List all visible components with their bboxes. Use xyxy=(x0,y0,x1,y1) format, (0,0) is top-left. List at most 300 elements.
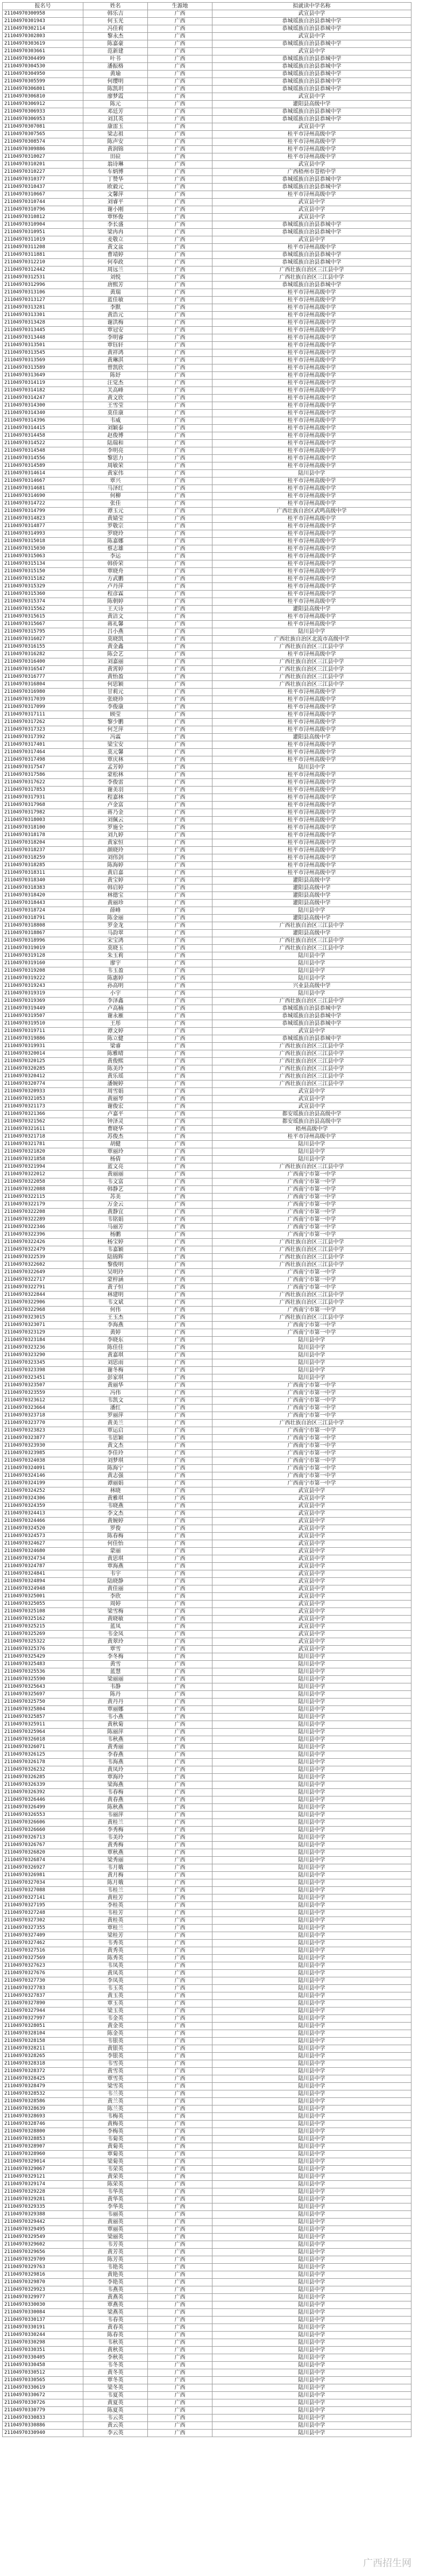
cell-source: 广西 xyxy=(148,236,212,244)
cell-id: 21104970326178 xyxy=(3,1759,83,1766)
cell-name: 韦静 xyxy=(83,1683,148,1691)
cell-source: 广西 xyxy=(148,809,212,817)
cell-source: 广西 xyxy=(148,824,212,832)
cell-name: 杨宝婷 xyxy=(83,1239,148,1246)
cell-school: 武宣县中学 xyxy=(212,1563,411,1570)
cell-name: 黄春燕 xyxy=(83,1796,148,1804)
table-row xyxy=(3,1849,411,1857)
cell-school: 桂平市浔州高级中学 xyxy=(212,432,411,440)
cell-school: 梧州高级中学 xyxy=(212,1126,411,1133)
cell-id: 21104970324252 xyxy=(3,1487,83,1495)
cell-source: 广西 xyxy=(148,1759,212,1766)
cell-name: 黄雪英 xyxy=(83,2068,148,2075)
cell-school: 桂平市浔州高级中学 xyxy=(212,372,411,380)
cell-source: 广西 xyxy=(148,1156,212,1163)
cell-id: 21104970323985 xyxy=(3,1450,83,1457)
table-row xyxy=(3,312,411,319)
cell-school: 陆川县中学 xyxy=(212,2339,411,2347)
cell-name: 黎少鹏 xyxy=(83,719,148,726)
cell-id: 21104970314522 xyxy=(3,440,83,447)
table-row xyxy=(3,2188,411,2196)
cell-name: 黄思琪 xyxy=(83,1555,148,1563)
cell-source: 广西 xyxy=(148,1126,212,1133)
table-row xyxy=(3,1698,411,1706)
table-row xyxy=(3,1043,411,1050)
table-row xyxy=(3,364,411,372)
cell-source: 广西 xyxy=(148,545,212,553)
cell-id: 21104970321858 xyxy=(3,1156,83,1163)
table-row xyxy=(3,342,411,349)
cell-id: 21104970314119 xyxy=(3,380,83,387)
cell-school: 武宣县中学 xyxy=(212,1103,411,1111)
cell-name: 卢金富 xyxy=(83,802,148,809)
cell-id: 21104970319208 xyxy=(3,967,83,975)
cell-source: 广西 xyxy=(148,1533,212,1540)
cell-id: 21104970326981 xyxy=(3,1872,83,1879)
cell-name: 韦玉盈 xyxy=(83,967,148,975)
cell-id: 21104970318178 xyxy=(3,832,83,839)
cell-school: 桂平市浔州高级中学 xyxy=(212,621,411,628)
cell-school: 广西壮族自治区三江县中学 xyxy=(212,274,411,282)
cell-name: 黄丽英 xyxy=(83,2219,148,2226)
cell-id: 21104970318237 xyxy=(3,847,83,854)
table-row xyxy=(3,1118,411,1126)
cell-name: 覃丽英 xyxy=(83,2226,148,2234)
cell-name: 黄桂英 xyxy=(83,1917,148,1925)
cell-id: 21104970326018 xyxy=(3,1736,83,1744)
table-row xyxy=(3,1412,411,1420)
cell-id: 21104970314681 xyxy=(3,485,83,493)
cell-school: 桂平市浔州高级中学 xyxy=(212,297,411,304)
cell-source: 广西 xyxy=(148,523,212,530)
cell-source: 广西 xyxy=(148,1073,212,1080)
cell-source: 广西 xyxy=(148,2241,212,2249)
cell-name: 韦雪英 xyxy=(83,2060,148,2068)
cell-name: 陈海宁 xyxy=(83,1465,148,1472)
cell-name: 韩乐吉 xyxy=(83,10,148,18)
cell-school: 陆川县中学 xyxy=(212,1759,411,1766)
cell-school: 陆川县中学 xyxy=(212,2279,411,2286)
cell-school: 陆川县中学 xyxy=(212,1925,411,1932)
cell-source: 广西 xyxy=(148,342,212,349)
cell-school: 广西壮族自治区武鸣高级中学 xyxy=(212,508,411,515)
cell-school: 陆川县中学 xyxy=(212,2347,411,2354)
cell-source: 广西 xyxy=(148,568,212,575)
cell-source: 广西 xyxy=(148,1510,212,1518)
cell-source: 广西 xyxy=(148,538,212,545)
cell-source: 广西 xyxy=(148,1683,212,1691)
cell-id: 21104970314415 xyxy=(3,425,83,432)
cell-name: 陈美玲 xyxy=(83,1065,148,1073)
cell-source: 广西 xyxy=(148,1834,212,1842)
cell-name: 韦思颖 xyxy=(83,1435,148,1442)
table-row xyxy=(3,1050,411,1058)
cell-name: 韦荣英 xyxy=(83,2166,148,2173)
cell-school: 陆川县中学 xyxy=(212,1744,411,1751)
cell-school: 桂平市浔州高级中学 xyxy=(212,726,411,734)
cell-name: 李长盛 xyxy=(83,221,148,229)
cell-school: 桂平市浔州高级中学 xyxy=(212,794,411,802)
cell-source: 广西 xyxy=(148,2219,212,2226)
table-row xyxy=(3,1503,411,1510)
cell-source: 广西 xyxy=(148,1638,212,1646)
cell-name: 颜晓玲 xyxy=(83,847,148,854)
cell-school: 陆川县中学 xyxy=(212,2377,411,2384)
table-row xyxy=(3,1917,411,1925)
table-row xyxy=(3,2211,411,2219)
cell-source: 广西 xyxy=(148,417,212,425)
cell-name: 黄凤英 xyxy=(83,1970,148,1977)
cell-name: 黄嘉琪 xyxy=(83,1352,148,1359)
cell-school: 桂平市浔州高级中学 xyxy=(212,304,411,312)
cell-source: 广西 xyxy=(148,2030,212,2038)
cell-source: 广西 xyxy=(148,229,212,236)
cell-source: 广西 xyxy=(148,885,212,892)
cell-school: 陆川县中学 xyxy=(212,2015,411,2023)
cell-name: 王玉杰 xyxy=(83,1314,148,1322)
cell-name: 李默 xyxy=(83,304,148,312)
cell-name: 麦敬立 xyxy=(83,236,148,244)
cell-name: 黄静宜 xyxy=(83,1209,148,1216)
cell-id: 21104970325964 xyxy=(3,1729,83,1736)
cell-source: 广西 xyxy=(148,1864,212,1872)
cell-source: 广西 xyxy=(148,455,212,462)
table-row xyxy=(3,410,411,417)
cell-id: 21104970326499 xyxy=(3,1804,83,1812)
cell-name: 冯霖 xyxy=(83,734,148,741)
table-row xyxy=(3,1955,411,1962)
table-row xyxy=(3,349,411,357)
cell-id: 21104970322426 xyxy=(3,1239,83,1246)
cell-id: 21104970325429 xyxy=(3,1653,83,1661)
cell-id: 21104970321366 xyxy=(3,1111,83,1118)
table-row xyxy=(3,1472,411,1480)
cell-name: 彭家琪 xyxy=(83,1374,148,1382)
cell-id: 21104970328051 xyxy=(3,2023,83,2030)
cell-source: 广西 xyxy=(148,1118,212,1126)
table-row xyxy=(3,2000,411,2008)
cell-source: 广西 xyxy=(148,1917,212,1925)
cell-id: 21104970322844 xyxy=(3,1291,83,1299)
table-row xyxy=(3,937,411,945)
cell-source: 广西 xyxy=(148,266,212,274)
cell-school: 桂平市浔州高级中学 xyxy=(212,138,411,146)
cell-source: 广西 xyxy=(148,462,212,470)
cell-name: 刘睿平 xyxy=(83,199,148,206)
cell-school: 灌阳县高级中学 xyxy=(212,885,411,892)
table-row xyxy=(3,2422,411,2430)
cell-id: 21104970314799 xyxy=(3,508,83,515)
cell-source: 广西 xyxy=(148,2399,212,2407)
cell-source: 广西 xyxy=(148,500,212,508)
cell-source: 广西 xyxy=(148,2075,212,2083)
table-row xyxy=(3,1465,411,1472)
cell-source: 广西 xyxy=(148,1977,212,1985)
table-row xyxy=(3,402,411,410)
cell-school: 广西壮族自治区三江县中学 xyxy=(212,1043,411,1050)
cell-source: 广西 xyxy=(148,2362,212,2369)
cell-name: 刘思雨 xyxy=(83,1359,148,1367)
cell-source: 广西 xyxy=(148,2271,212,2279)
cell-school: 武宣县中学 xyxy=(212,1525,411,1533)
table-row xyxy=(3,704,411,711)
cell-source: 广西 xyxy=(148,583,212,591)
cell-name: 黄俊熙 xyxy=(83,1058,148,1065)
cell-source: 广西 xyxy=(148,817,212,824)
cell-name: 蓝文亮 xyxy=(83,1163,148,1171)
table-row xyxy=(3,2241,411,2249)
cell-name: 陈兰英 xyxy=(83,2105,148,2113)
cell-school: 桂平市浔州高级中学 xyxy=(212,847,411,854)
cell-source: 广西 xyxy=(148,2430,212,2437)
cell-school: 广西壮族自治区三江县中学 xyxy=(212,1246,411,1254)
cell-name: 陈芳英 xyxy=(83,2256,148,2264)
cell-id: 21104970327302 xyxy=(3,1917,83,1925)
cell-source: 广西 xyxy=(148,2000,212,2008)
table-row xyxy=(3,1389,411,1397)
table-row xyxy=(3,2264,411,2271)
cell-id: 21104970314589 xyxy=(3,462,83,470)
cell-source: 广西 xyxy=(148,1103,212,1111)
cell-name: 罗俊 xyxy=(83,1525,148,1533)
table-row xyxy=(3,1601,411,1608)
cell-school: 陆川县中学 xyxy=(212,2332,411,2339)
table-row xyxy=(3,1352,411,1359)
cell-id: 21104970326820 xyxy=(3,1849,83,1857)
table-row xyxy=(3,1495,411,1503)
cell-school: 桂平市浔州高级中学 xyxy=(212,327,411,334)
cell-name: 万金云 xyxy=(83,1201,148,1209)
cell-source: 广西 xyxy=(148,1781,212,1789)
table-row xyxy=(3,2158,411,2166)
cell-id: 21104970329495 xyxy=(3,2226,83,2234)
cell-id: 21104970306912 xyxy=(3,101,83,108)
table-row xyxy=(3,907,411,915)
table-row xyxy=(3,1593,411,1601)
table-row xyxy=(3,2068,411,2075)
cell-source: 广西 xyxy=(148,1020,212,1028)
cell-name: 覃雪 xyxy=(83,1646,148,1653)
cell-school: 陆川县中学 xyxy=(212,1864,411,1872)
cell-source: 广西 xyxy=(148,530,212,538)
table-row xyxy=(3,1548,411,1555)
cell-id: 21104970313127 xyxy=(3,297,83,304)
table-row xyxy=(3,2030,411,2038)
column-header-name: 姓名 xyxy=(83,3,148,10)
cell-id: 21104970328586 xyxy=(3,2098,83,2105)
cell-source: 广西 xyxy=(148,327,212,334)
cell-name: 陈嘉娜 xyxy=(83,538,148,545)
cell-name: 李佳玲 xyxy=(83,1450,148,1457)
cell-name: 林德宝 xyxy=(83,892,148,900)
table-row xyxy=(3,116,411,123)
cell-school: 武宣县中学 xyxy=(212,236,411,244)
table-row xyxy=(3,2023,411,2030)
cell-source: 广西 xyxy=(148,794,212,802)
cell-name: 黎思力 xyxy=(83,455,148,462)
cell-source: 广西 xyxy=(148,1291,212,1299)
table-row xyxy=(3,2362,411,2369)
cell-source: 广西 xyxy=(148,2354,212,2362)
cell-school: 陆川县中学 xyxy=(212,907,411,915)
cell-source: 广西 xyxy=(148,575,212,583)
cell-source: 广西 xyxy=(148,1284,212,1291)
cell-school: 陆川县中学 xyxy=(212,2256,411,2264)
cell-id: 21104970330672 xyxy=(3,2392,83,2399)
cell-source: 广西 xyxy=(148,282,212,289)
cell-id: 21104970322539 xyxy=(3,1254,83,1261)
cell-id: 21104970328853 xyxy=(3,2136,83,2143)
cell-source: 广西 xyxy=(148,1420,212,1427)
cell-school: 武宣县中学 xyxy=(212,33,411,40)
table-row xyxy=(3,1992,411,2000)
cell-name: 陈雅晴 xyxy=(83,1050,148,1058)
cell-source: 广西 xyxy=(148,2113,212,2121)
cell-school: 广西壮族自治区三江县中学 xyxy=(212,1239,411,1246)
cell-source: 广西 xyxy=(148,214,212,221)
cell-school: 陆川县中学 xyxy=(212,2264,411,2271)
cell-id: 21104970314877 xyxy=(3,523,83,530)
cell-school: 武宣县中学 xyxy=(212,199,411,206)
cell-id: 21104970325590 xyxy=(3,1676,83,1683)
table-row xyxy=(3,1013,411,1020)
cell-id: 21104970322115 xyxy=(3,1194,83,1201)
cell-name: 黄丽珍 xyxy=(83,900,148,907)
cell-name: 黄浩元 xyxy=(83,312,148,319)
table-row xyxy=(3,1932,411,1940)
cell-school: 陆川县中学 xyxy=(212,2136,411,2143)
table-row xyxy=(3,666,411,673)
cell-name: 李云英 xyxy=(83,2430,148,2437)
cell-source: 广西 xyxy=(148,25,212,33)
cell-name: 黄芳英 xyxy=(83,2249,148,2256)
table-row xyxy=(3,1171,411,1178)
cell-school: 陆川县中学 xyxy=(212,2196,411,2203)
table-row xyxy=(3,199,411,206)
cell-name: 黄银英 xyxy=(83,2045,148,2053)
cell-name: 卢高楠 xyxy=(83,1005,148,1013)
cell-id: 21104970314690 xyxy=(3,493,83,500)
cell-source: 广西 xyxy=(148,1201,212,1209)
cell-name: 罗施全 xyxy=(83,824,148,832)
cell-name: 韦宇 xyxy=(83,1570,148,1578)
cell-school: 武宣县中学 xyxy=(212,1570,411,1578)
cell-source: 广西 xyxy=(148,2347,212,2354)
cell-school: 广西南宁市第一中学 xyxy=(212,1329,411,1337)
cell-source: 广西 xyxy=(148,1653,212,1661)
cell-name: 韦春梅 xyxy=(83,1789,148,1796)
cell-id: 21104970320285 xyxy=(3,1065,83,1073)
table-row xyxy=(3,1872,411,1879)
cell-id: 21104970313448 xyxy=(3,334,83,342)
cell-name: 康雷玉 xyxy=(83,123,148,131)
table-row xyxy=(3,266,411,274)
table-row xyxy=(3,153,411,161)
cell-school: 恭城瑶族自治县恭城中学 xyxy=(212,1020,411,1028)
cell-source: 广西 xyxy=(148,1058,212,1065)
cell-name: 陆晓静 xyxy=(83,1578,148,1585)
cell-school: 广西壮族自治区三江县中学 xyxy=(212,1299,411,1307)
cell-name: 林建明 xyxy=(83,1291,148,1299)
cell-source: 广西 xyxy=(148,1985,212,1992)
table-row xyxy=(3,1291,411,1299)
cell-id: 21104970325697 xyxy=(3,1691,83,1698)
cell-name: 黄家伟 xyxy=(83,470,148,478)
cell-school: 武宣县中学 xyxy=(212,10,411,18)
cell-school: 陆川县中学 xyxy=(212,1947,411,1955)
cell-source: 广西 xyxy=(148,1947,212,1955)
cell-name: 李艳英 xyxy=(83,2279,148,2286)
cell-school: 陆川县中学 xyxy=(212,2113,411,2121)
cell-id: 21104970325483 xyxy=(3,1661,83,1668)
cell-name: 蒋礼馨 xyxy=(83,621,148,628)
cell-name: 黄美兰 xyxy=(83,1420,148,1427)
cell-school: 广西南宁市第一中学 xyxy=(212,1472,411,1480)
cell-id: 21104970330351 xyxy=(3,2347,83,2354)
cell-source: 广西 xyxy=(148,869,212,877)
cell-source: 广西 xyxy=(148,1005,212,1013)
cell-id: 21104970323664 xyxy=(3,1405,83,1412)
cell-school: 广西南宁市第一中学 xyxy=(212,1201,411,1209)
cell-source: 广西 xyxy=(148,1246,212,1254)
table-row xyxy=(3,184,411,191)
cell-name: 黄瑞 xyxy=(83,289,148,297)
cell-id: 21104970304530 xyxy=(3,63,83,71)
cell-id: 21104970327997 xyxy=(3,2015,83,2023)
cell-school: 陆川县中学 xyxy=(212,2354,411,2362)
cell-name: 陈朝婷 xyxy=(83,598,148,606)
cell-school: 陆川县中学 xyxy=(212,2324,411,2332)
cell-school: 陆川县中学 xyxy=(212,2008,411,2015)
cell-id: 21104970319128 xyxy=(3,952,83,960)
cell-name: 黄文杰 xyxy=(83,1442,148,1450)
cell-school: 陆川县中学 xyxy=(212,2384,411,2392)
table-row xyxy=(3,2173,411,2181)
cell-school: 广西壮族自治区三江县中学 xyxy=(212,1058,411,1065)
table-row xyxy=(3,2008,411,2015)
cell-school: 广西梧州市苍梧中学 xyxy=(212,169,411,176)
cell-id: 21104970328372 xyxy=(3,2068,83,2075)
cell-source: 广西 xyxy=(148,877,212,885)
cell-school: 广西南宁市第一中学 xyxy=(212,1405,411,1412)
cell-school: 陆川县中学 xyxy=(212,1970,411,1977)
cell-school: 陆川县中学 xyxy=(212,1789,411,1796)
table-row xyxy=(3,1065,411,1073)
table-row xyxy=(3,55,411,63)
cell-id: 21104970322396 xyxy=(3,1231,83,1239)
cell-source: 广西 xyxy=(148,1065,212,1073)
cell-school: 广西壮族自治区三江县中学 xyxy=(212,1163,411,1171)
cell-name: 黄瑜 xyxy=(83,71,148,78)
cell-source: 广西 xyxy=(148,349,212,357)
cell-source: 广西 xyxy=(148,440,212,447)
cell-school: 桂平市浔州高级中学 xyxy=(212,854,411,862)
cell-source: 广西 xyxy=(148,221,212,229)
table-row xyxy=(3,1510,411,1518)
cell-source: 广西 xyxy=(148,1601,212,1608)
cell-school: 广西南宁市第一中学 xyxy=(212,1231,411,1239)
cell-school: 广西壮族自治区三江县中学 xyxy=(212,1314,411,1322)
table-row xyxy=(3,1819,411,1827)
cell-source: 广西 xyxy=(148,191,212,199)
cell-source: 广西 xyxy=(148,1608,212,1616)
table-row xyxy=(3,998,411,1005)
cell-name: 谭文婷 xyxy=(83,1028,148,1035)
table-row xyxy=(3,915,411,922)
table-row xyxy=(3,2249,411,2256)
cell-id: 21104970310904 xyxy=(3,221,83,229)
cell-school: 陆川县中学 xyxy=(212,2143,411,2151)
